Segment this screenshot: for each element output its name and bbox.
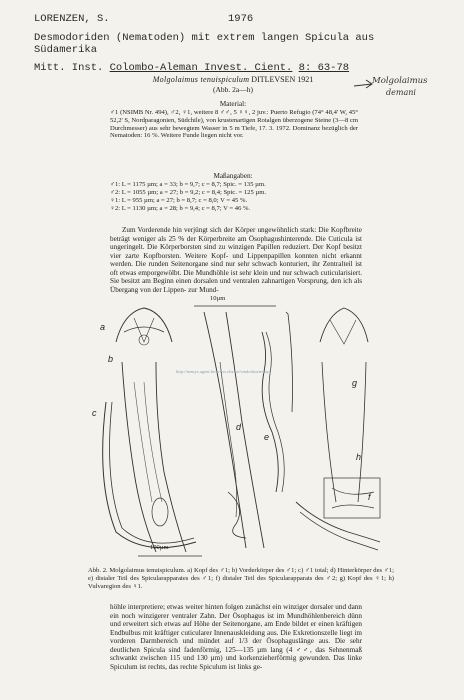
continuation-paragraph: höhle interpretiere; etwas weiter hinten folgen zunächst ein winziger dorsaler und dann ein noch winzigerer ventraler Zahn. Der Ösophagus ist im Mundhöhlenbereich dünn und erweitert sich etwas auf Höhe der Seitenorgane, am Ende bildet er einen kräftigen Endbulbus mit kräftiger cuticularer Innenauskleidung aus. Die Exkretionszelle liegt im vorderen Darmbereich und mündet auf 1/3 der Ösophaguslänge aus. Die sehr deutlichen Spicula sind fadenförmig, 125—135 µm lang (4 ♂♂, das Sehnenmaß schwankt zwischen 115 und 130 µm) und korkenzieherförmig gewunden. Das linke Spiculum ist rechts, das rechte Spiculum ist links ge-: [110, 603, 362, 671]
journal-volume: 8: 63-78: [298, 62, 350, 74]
journal-prefix: Mitt. Inst.: [34, 62, 104, 74]
watermark-url: http://nemys.ugent.be/www.vliz.be/vmdcdata/nemys: [176, 369, 271, 374]
scale-bar-bottom-label: 100µm: [150, 544, 169, 551]
measurement-row: ♀1: L = 955 µm; a = 27; b = 8,7; c = 8,0; V = 45 %.: [110, 197, 248, 204]
handwritten-genus: Molgolaimus: [372, 76, 428, 86]
panel-g-female-head-drawing: [320, 308, 368, 502]
panel-label: f: [368, 492, 371, 502]
handwritten-species: demani: [386, 88, 416, 97]
panel-label: a: [100, 322, 106, 332]
figure-reference: (Abb. 2a—h): [213, 85, 253, 94]
panel-label: h: [356, 452, 362, 462]
panel-e-spicules-drawing: [262, 312, 293, 492]
species-authority: DITLEVSEN 1921: [251, 75, 314, 84]
panel-c-whole-male-drawing: [103, 402, 196, 548]
panel-a-head-drawing: [116, 308, 172, 345]
panel-label: d: [236, 422, 242, 432]
measurements-label: Maßangaben:: [213, 172, 253, 180]
figure-caption: Abb. 2. Molgolaimus tenuispiculum. a) Kopf des ♂1; b) Vorderkörper des ♂1; c) ♂1 total; d) Hinterkörper des ♂1; e) distaler Teil des Spicularapparates des ♂1; f) distaler Teil des Spicularapparats des ♂2; g) Kopf des ♀1; h) Vulvaregion des ♀1.: [88, 567, 394, 590]
panel-label: c: [92, 408, 97, 418]
header-year: 1976: [228, 13, 254, 25]
scale-bar-top-label: 10µm: [210, 295, 226, 302]
panel-f-spicule-apparatus-drawing: [296, 502, 380, 550]
measurement-row: ♂2: L = 1055 µm; a = 27; b = 9,2; c = 8,4; Spic. = 125 µm.: [110, 189, 266, 196]
material-label: Material:: [219, 100, 247, 108]
panel-label: b: [108, 354, 114, 364]
material-text: ♂1 (NSIMB Nr. 494), ♂2, ♀1, weitere 8 ♂♂, 5 ♀♀, 2 juv.: Puerto Refugio (74° 48,4' W, 45° 52,2' S, Nordparagonien, Südchile), von krustenartigen Rotalgen überzogene Steine (3—8 cm Durchmesser) aus sehr bewegtem Wasser in 5 m Tiefe, 17. 3. 1972. Dominanz bezüglich der Nematoden: 16 %. Weitere Funde liegen nicht vor.: [110, 109, 358, 140]
journal-name: Colombo-Aleman Invest. Cient.: [109, 62, 293, 74]
header-journal-line: [34, 62, 349, 74]
panel-label: e: [264, 432, 270, 442]
header-title-line1: Desmodoriden (Nematoden) mit extrem langen Spicula aus: [34, 32, 375, 44]
panel-h-vulva-drawing: [324, 478, 380, 518]
species-name: Molgolaimus tenuispiculum: [152, 75, 250, 84]
panel-b-anterior-drawing: [122, 362, 186, 552]
author: LORENZEN, S.: [34, 13, 110, 25]
species-heading: [110, 75, 356, 84]
measurement-row: ♂1: L = 1175 µm; a = 33; b = 9,7; c = 8,7; Spic. = 135 µm.: [110, 181, 266, 188]
measurement-row: ♀2: L = 1130 µm; a = 28; b = 9,4; c = 8,7; V = 46 %.: [110, 205, 251, 212]
header-author-line: [34, 13, 110, 25]
header-title-line2: Südamerika: [34, 44, 98, 56]
panel-d-posterior-drawing: [204, 312, 264, 548]
panel-label: g: [352, 378, 358, 388]
description-paragraph: Zum Vorderende hin verjüngt sich der Körper ungewöhnlich stark: Die Kopfbreite beträgt weniger als 25 % der Körperbreite am Ösophagushinterende. Die Cuticula ist ungeringelt. Die Körperborsten sind zu winzigen Papillen reduziert. Der Kopf besitzt vier zarte Kopfborsten. Weitere Kopf- und Lippenpapillen konnten nicht erkannt werden. Die runden Seitenorgane sind nur sehr schwach konturiert, ihr Zentralteil ist oft etwas emporgewölbt. Die Mundhöhle ist sehr klein und nur schwach cuticularisiert. Sie besitzt am Beginn einen dorsalen und ventralen zahnartigen Vorsprung, den ich als Übergang von der Lippen- zur Mund-: [110, 226, 362, 294]
figure-2-drawings: [86, 302, 386, 564]
